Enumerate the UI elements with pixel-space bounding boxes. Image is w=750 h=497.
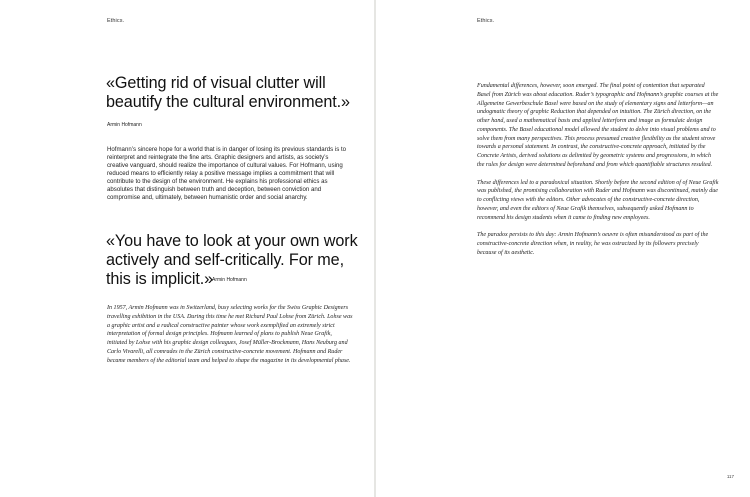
right-text-column bbox=[477, 82, 719, 267]
right-paragraph-1: Fundamental differences, however, soon emerged. The final point of contention that separated Basel from Zürich was about education. Ruder’s typographic and Hofmann’s graphic courses at the Allgemeine Gewerbeschule Basel were based on the study of elementary signs and letterform—an undogmatic theory of graphic Reduction that depended on intuition. The Zürich direction, on the other hand, used a mathematical basis and applied letterform and image as formulaic design components. The Basel educational model allowed the student to delve into visual problems and to solve them from many perspectives. This process presumed creative flexibility as the student strove towards a personal statement. In contrast, the constructive-concrete approach, initiated by the Concrete Artists, derived solutions as delimited by geometric systems and progressions, in which the rules for design were determined beforehand and from which quantifiable structures resulted. bbox=[477, 83, 719, 168]
running-head-left: Ethics. bbox=[107, 18, 125, 24]
running-head-right: Ethics. bbox=[477, 18, 495, 24]
page-number: 117 bbox=[726, 474, 734, 479]
quote-attribution-secondary: Armin Hofmann bbox=[212, 277, 247, 283]
pull-quote-secondary: «You have to look at your own work actively and self-critically. For me, this is implicit.» bbox=[106, 232, 358, 288]
body-paragraph-serif: In 1957, Armin Hofmann was in Switzerland, busy selecting works for the Swiss Graphic Designers travelling exhibition in the USA. During this time he met Richard Paul Lohse from Zürich. Lohse was a graphic artist and a radical constructive painter whose work exemplified an extremely strict interpretation of formal design principles. Hofmann learned of plans to publish Neue Grafik, initiated by Lohse with his graphic design colleagues, Josef Müller-Brockmann, Hans Neuburg and Carlo Vivarelli, all comrades in the Zürich constructive-concrete movement. Hofmann and Ruder became members of the editorial team and helped to shape the magazine in its developmental phase. bbox=[107, 305, 353, 364]
right-paragraph-2: These differences led to a paradoxical situation. Shortly before the second edition of of Neue Grafik was published, the promising collaboration with Ruder and Hofmann was discontinued, mainly due to conflicting views with the editors. Other advocates of the constructive-concrete direction, however, and even the editors of Neue Grafik themselves, subsequently asked Hofmann to recommend his design students when it came to finding new employees. bbox=[477, 179, 719, 221]
quote-attribution-primary: Armin Hofmann bbox=[107, 122, 142, 128]
left-page bbox=[0, 0, 374, 497]
right-paragraph-3: The paradox persists to this day: Armin Hofmann’s oeuvre is often misunderstood as part of the constructive-concrete direction when, in reality, he was ostracized by its followers precisely because of its aesthetic. bbox=[477, 232, 709, 256]
pull-quote-primary: «Getting rid of visual clutter will beautify the cultural environment.» bbox=[106, 74, 350, 111]
right-page bbox=[376, 0, 750, 497]
body-paragraph-sans: Hofmann’s sincere hope for a world that is in danger of losing its previous standards is to reinterpret and reintegrate the fine arts. Graphic designers and artists, as society’s creative vanguard, should realize the importance of cultural values. For Hofmann, using reduced means to efficiently relay a positive message implies a commitment that will contribute to the design of the environment. He explains his professional ethics as absolutes that distinguish between truth and deception, between conviction and compromise and, ultimately, between humanistic order and social anarchy. bbox=[107, 146, 347, 202]
